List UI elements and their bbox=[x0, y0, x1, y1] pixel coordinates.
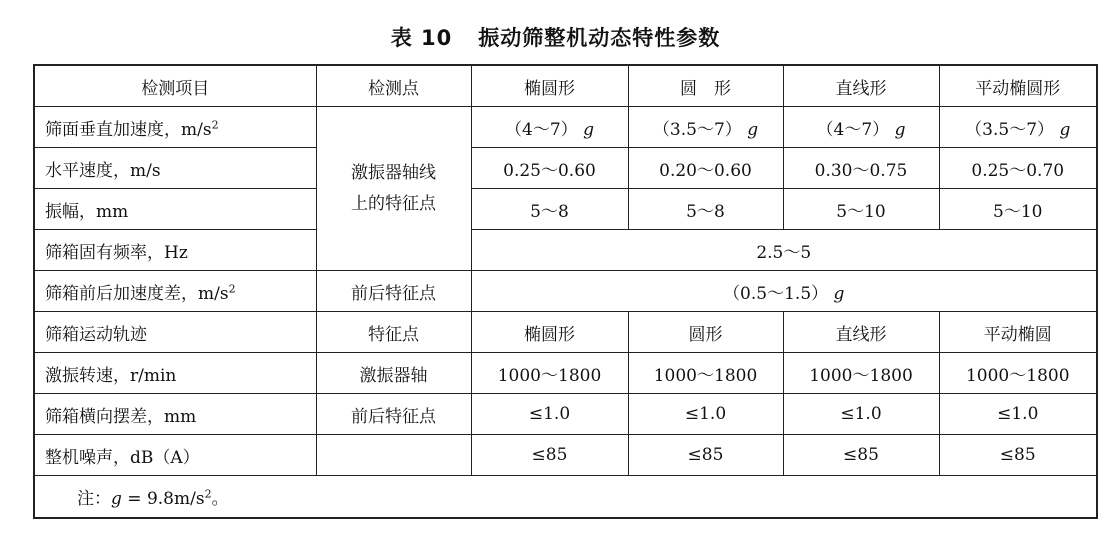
point-cell-axis: 激振器轴线 上的特征点 bbox=[316, 107, 471, 271]
table-row bbox=[34, 353, 1097, 394]
value-cell: ≤1.0 bbox=[783, 394, 939, 435]
value-cell: 1000～1800 bbox=[628, 353, 783, 394]
row-item-label: 筛箱前后加速度差，$m/s^2$ bbox=[34, 271, 316, 312]
table-note: 注：$g = 9.8m/s^2$。 bbox=[34, 476, 1097, 519]
table-note-row bbox=[34, 476, 1097, 519]
value-cell: 5～10 bbox=[939, 189, 1097, 230]
value-cell: ≤1.0 bbox=[471, 394, 628, 435]
header-cell: 直线形 bbox=[783, 65, 939, 107]
value-cell: 0.30～0.75 bbox=[783, 148, 939, 189]
value-cell: 1000～1800 bbox=[783, 353, 939, 394]
value-cell: ≤85 bbox=[471, 435, 628, 476]
row-item-label: 激振转速，r/min bbox=[34, 353, 316, 394]
table-row bbox=[34, 148, 1097, 189]
value-cell: （3.5～7） g bbox=[939, 107, 1097, 148]
row-item-label: 筛箱固有频率，Hz bbox=[34, 230, 316, 271]
value-cell: ≤1.0 bbox=[628, 394, 783, 435]
value-cell: 椭圆形 bbox=[471, 312, 628, 353]
value-cell: （4～7） g bbox=[783, 107, 939, 148]
table-row bbox=[34, 107, 1097, 148]
value-cell: ≤85 bbox=[628, 435, 783, 476]
header-cell: 平动椭圆形 bbox=[939, 65, 1097, 107]
value-cell: 5～8 bbox=[628, 189, 783, 230]
value-cell: 1000～1800 bbox=[939, 353, 1097, 394]
value-cell: 圆形 bbox=[628, 312, 783, 353]
header-cell: 检测点 bbox=[316, 65, 471, 107]
value-cell: 0.25～0.60 bbox=[471, 148, 628, 189]
header-cell: 圆 形 bbox=[628, 65, 783, 107]
table-header-row bbox=[34, 65, 1097, 107]
value-cell: 5～10 bbox=[783, 189, 939, 230]
value-cell: 0.20～0.60 bbox=[628, 148, 783, 189]
merged-value-cell: 2.5～5 bbox=[471, 230, 1097, 271]
row-item-label: 振幅，mm bbox=[34, 189, 316, 230]
point-cell bbox=[316, 435, 471, 476]
value-cell: 5～8 bbox=[471, 189, 628, 230]
header-cell: 检测项目 bbox=[34, 65, 316, 107]
point-cell: 前后特征点 bbox=[316, 394, 471, 435]
table-row bbox=[34, 189, 1097, 230]
value-cell: ≤85 bbox=[783, 435, 939, 476]
value-cell: （4～7） g bbox=[471, 107, 628, 148]
table-number: 表 10 bbox=[390, 26, 453, 50]
row-item-label: 整机噪声，dB（A） bbox=[34, 435, 316, 476]
row-item-label: 水平速度，m/s bbox=[34, 148, 316, 189]
merged-value-cell: （0.5～1.5） g bbox=[471, 271, 1097, 312]
value-cell: 直线形 bbox=[783, 312, 939, 353]
table-row bbox=[34, 394, 1097, 435]
value-cell: 1000～1800 bbox=[471, 353, 628, 394]
row-item-label: 筛箱横向摆差，mm bbox=[34, 394, 316, 435]
spec-table bbox=[33, 64, 1098, 519]
value-cell: ≤85 bbox=[939, 435, 1097, 476]
value-cell: 平动椭圆 bbox=[939, 312, 1097, 353]
table-title-text: 振动筛整机动态特性参数 bbox=[478, 26, 721, 50]
point-cell: 激振器轴 bbox=[316, 353, 471, 394]
table-row bbox=[34, 435, 1097, 476]
table-row bbox=[34, 312, 1097, 353]
table-row bbox=[34, 271, 1097, 312]
value-cell: （3.5～7） g bbox=[628, 107, 783, 148]
value-cell: 0.25～0.70 bbox=[939, 148, 1097, 189]
row-item-label: 筛面垂直加速度，$m/s^2$ bbox=[34, 107, 316, 148]
value-cell: ≤1.0 bbox=[939, 394, 1097, 435]
point-cell: 前后特征点 bbox=[316, 271, 471, 312]
point-cell: 特征点 bbox=[316, 312, 471, 353]
table-row bbox=[34, 230, 1097, 271]
header-cell: 椭圆形 bbox=[471, 65, 628, 107]
table-title bbox=[0, 22, 1111, 52]
row-item-label: 筛箱运动轨迹 bbox=[34, 312, 316, 353]
